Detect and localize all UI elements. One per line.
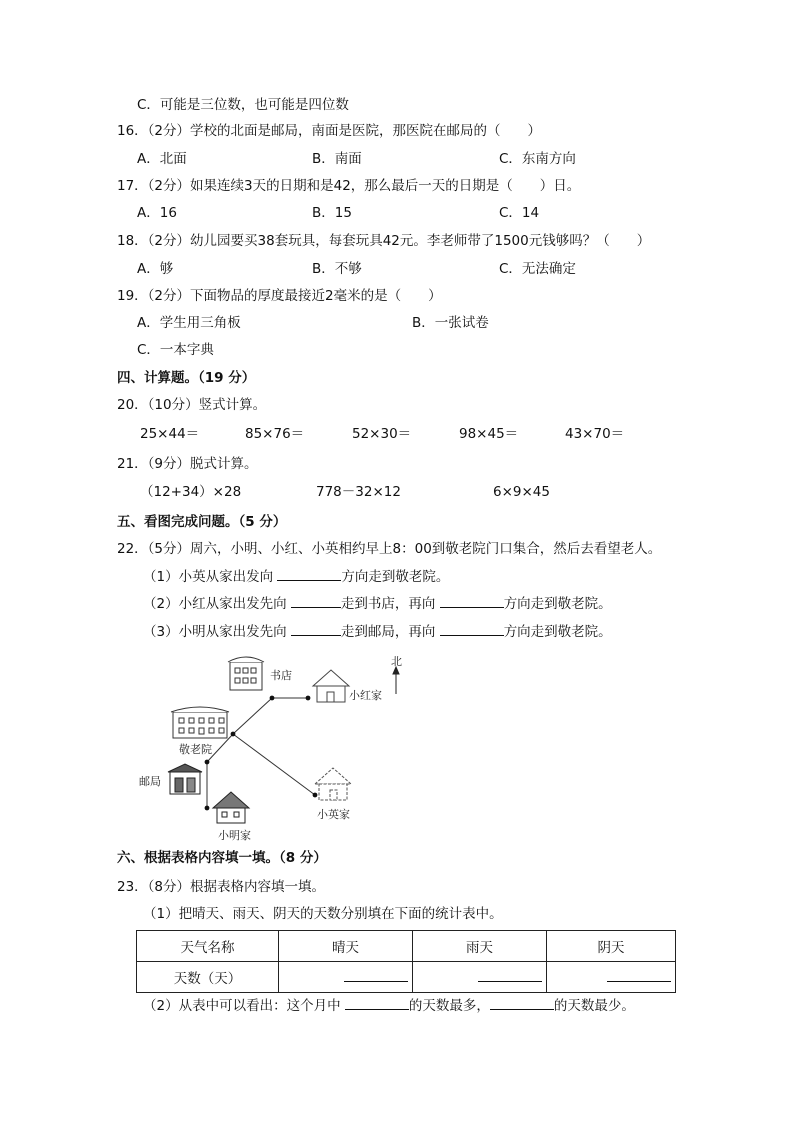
route-nursing-to-xiaoying <box>233 734 315 795</box>
blank-rainy-days[interactable] <box>478 968 542 982</box>
q23-sub2-text-a: （2）从表中可以看出：这个月中 <box>143 998 341 1014</box>
table-header-cell: 天气名称 <box>137 931 279 962</box>
q17-option-c: C．14 <box>499 205 540 221</box>
table-cell-sunny[interactable] <box>279 962 413 993</box>
table-header-cell: 晴天 <box>279 931 413 962</box>
q22-sub2-text-c: 方向走到敬老院。 <box>503 596 612 612</box>
node-xiaoying <box>313 793 318 798</box>
q16-option-b: B．南面 <box>312 151 362 167</box>
label-north: 北 <box>391 655 402 668</box>
q17-stem: 17．（2分）如果连续3天的日期和是42，那么最后一天的日期是（ ）日。 <box>117 178 581 194</box>
q17-option-a: A．16 <box>137 205 177 221</box>
q23-sub2-text-b: 的天数最多， <box>408 998 490 1014</box>
node-xiaohong <box>306 696 311 701</box>
node-nursing-home <box>231 732 236 737</box>
q20-item-1: 25×44＝ <box>140 426 200 442</box>
q22-sub2-blank-2[interactable] <box>440 594 504 608</box>
q19-option-b: B．一张试卷 <box>412 315 489 331</box>
post-office-building-icon <box>168 764 202 794</box>
q22-sub3-blank-2[interactable] <box>440 622 504 636</box>
north-arrow-icon <box>393 667 399 694</box>
q15-option-c: C．可能是三位数，也可能是四位数 <box>137 97 349 113</box>
table-header-cell: 雨天 <box>413 931 547 962</box>
xiaoming-house-icon <box>213 792 249 823</box>
q22-stem: 22．（5分）周六，小明、小红、小英相约早上8：00到敬老院门口集合，然后去看望老人。 <box>117 541 662 557</box>
table-row <box>137 962 676 993</box>
section-6-title: 六、根据表格内容填一填。（8 分） <box>117 850 327 866</box>
route-map <box>135 648 425 846</box>
q18-stem: 18．（2分）幼儿园要买38套玩具，每套玩具42元。李老师带了1500元钱够吗？（ ） <box>117 233 651 249</box>
table-header-row <box>137 931 676 962</box>
bookstore-building-icon <box>228 657 264 690</box>
table-row-label: 天数（天） <box>137 962 279 993</box>
label-bookstore: 书店 <box>270 669 292 682</box>
node-post-office <box>205 760 210 765</box>
q16-stem: 16．（2分）学校的北面是邮局，南面是医院，那医院在邮局的（ ） <box>117 123 542 139</box>
node-bookstore <box>270 696 275 701</box>
q20-stem: 20．（10分）竖式计算。 <box>117 397 267 413</box>
q18-option-c: C．无法确定 <box>499 261 576 277</box>
q22-sub3-text-b: 走到邮局，再向 <box>340 624 436 640</box>
q22-sub3-blank-1[interactable] <box>291 622 341 636</box>
q22-sub2-text-b: 走到书店，再向 <box>340 596 436 612</box>
q22-sub1 <box>143 567 449 586</box>
q17-option-b: B．15 <box>312 205 352 221</box>
q23-sub2 <box>143 996 635 1015</box>
q21-stem: 21．（9分）脱式计算。 <box>117 456 258 472</box>
q22-sub1-text-a: （1）小英从家出发向 <box>143 569 274 585</box>
q22-sub3 <box>143 622 612 641</box>
q16-option-c: C．东南方向 <box>499 151 576 167</box>
route-nursing-to-junction <box>233 698 272 734</box>
q22-sub1-text-b: 方向走到敬老院。 <box>341 569 450 585</box>
table-header-cell: 阴天 <box>547 931 676 962</box>
node-xiaoming <box>205 806 210 811</box>
blank-cloudy-days[interactable] <box>607 968 671 982</box>
nursing-home-building-icon <box>171 707 229 738</box>
q23-sub1: （1）把晴天、雨天、阴天的天数分别填在下面的统计表中。 <box>143 906 503 922</box>
section-4-title: 四、计算题。（19 分） <box>117 370 256 386</box>
q16-option-a: A．北面 <box>137 151 187 167</box>
xiaoying-house-icon <box>315 768 351 800</box>
label-xiaohong-home: 小红家 <box>349 689 382 702</box>
blank-sunny-days[interactable] <box>344 968 408 982</box>
q18-option-a: A．够 <box>137 261 174 277</box>
section-5-title: 五、看图完成问题。（5 分） <box>117 514 287 530</box>
q23-sub2-blank-1[interactable] <box>345 996 409 1010</box>
table-cell-rainy[interactable] <box>413 962 547 993</box>
q20-item-4: 98×45＝ <box>459 426 519 442</box>
label-post-office: 邮局 <box>139 775 161 788</box>
q19-option-c: C．一本字典 <box>137 342 214 358</box>
q23-sub2-text-c: 的天数最少。 <box>553 998 635 1014</box>
q22-sub2-blank-1[interactable] <box>291 594 341 608</box>
q23-sub2-blank-2[interactable] <box>490 996 554 1010</box>
xiaohong-house-icon <box>313 670 349 702</box>
q20-item-2: 85×76＝ <box>245 426 305 442</box>
label-nursing-home: 敬老院 <box>179 743 212 756</box>
q23-stem: 23．（8分）根据表格内容填一填。 <box>117 879 326 895</box>
q18-option-b: B．不够 <box>312 261 362 277</box>
q19-stem: 19．（2分）下面物品的厚度最接近2毫米的是（ ） <box>117 288 442 304</box>
table-cell-cloudy[interactable] <box>547 962 676 993</box>
label-xiaoming-home: 小明家 <box>218 829 251 842</box>
q19-option-a: A．学生用三角板 <box>137 315 241 331</box>
q22-sub1-blank[interactable] <box>277 567 341 581</box>
q21-item-1: （12+34）×28 <box>140 484 242 500</box>
q21-item-2: 778－32×12 <box>316 484 401 500</box>
weather-table <box>136 930 676 993</box>
q22-sub3-text-a: （3）小明从家出发先向 <box>143 624 287 640</box>
label-xiaoying-home: 小英家 <box>317 808 350 821</box>
q22-sub2 <box>143 594 612 613</box>
q20-item-3: 52×30＝ <box>352 426 412 442</box>
q22-sub2-text-a: （2）小红从家出发先向 <box>143 596 287 612</box>
q20-item-5: 43×70＝ <box>565 426 625 442</box>
q21-item-3: 6×9×45 <box>493 484 550 500</box>
q22-sub3-text-c: 方向走到敬老院。 <box>503 624 612 640</box>
